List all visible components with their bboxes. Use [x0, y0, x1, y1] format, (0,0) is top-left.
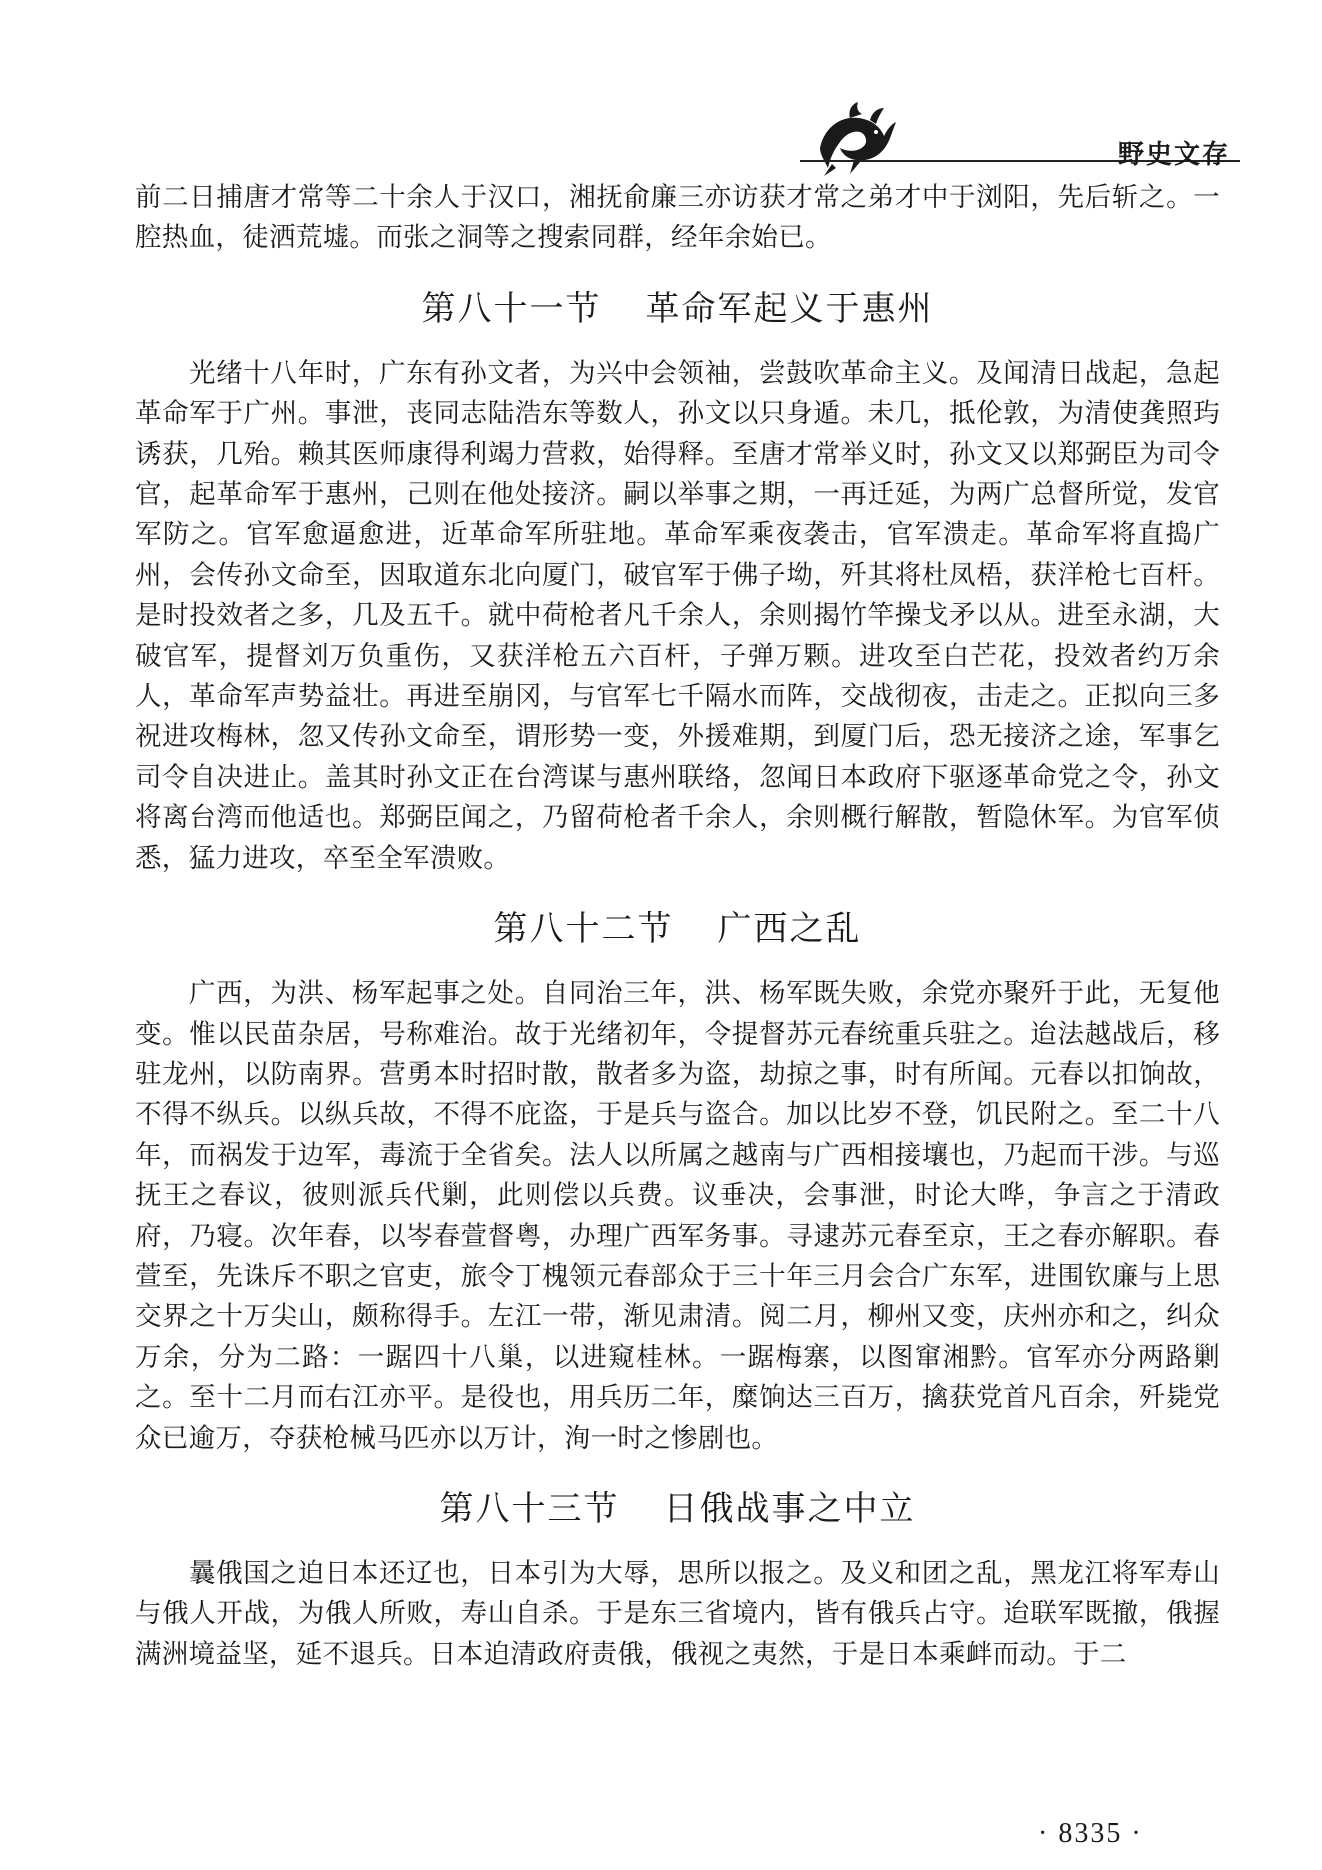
section-body: 曩俄国之迫日本还辽也，日本引为大辱，思所以报之。及义和团之乱，黑龙江将军寿山与俄人开战，为俄人所败，寿山自杀。于是东三省境内，皆有俄兵占守。迨联军既撤，俄握满洲境益坚，延不退兵。日本迫清政府责俄，俄视之夷然，于是日本乘衅而动。于二	[135, 1557, 1220, 1670]
section-number: 第八十一节	[421, 288, 602, 329]
section-heading	[135, 281, 1220, 330]
opening-paragraph: 前二日捕唐才常等二十余人于汉口，湘抚俞廉三亦访获才常之弟才中于浏阳，先后斩之。一腔热血，徒洒荒墟。而张之洞等之搜索同群，经年余始已。	[135, 182, 1220, 254]
dragon-icon	[810, 98, 898, 178]
section-heading	[135, 1481, 1220, 1530]
section-body: 广西，为洪、杨军起事之处。自同治三年，洪、杨军既失败，余党亦聚歼于此，无复他变。惟以民苗杂居，号称难治。故于光绪初年，令提督苏元春统重兵驻之。迨法越战后，移驻龙州，以防南界。营勇本时招时散，散者多为盗，劫掠之事，时有所闻。元春以扣饷故，不得不纵兵。以纵兵故，不得不庇盗，于是兵与盗合。加以比岁不登，饥民附之。至二十八年，而祸发于边军，毒流于全省矣。法人以所属之越南与广西相接壤也，乃起而干涉。与巡抚王之春议，彼则派兵代剿，此则偿以兵费。议垂决，会事泄，时论大哗，争言之于清政府，乃寝。次年春，以岑春萱督粤，办理广西军务事。寻逮苏元春至京，王之春亦解职。春萱至，先诛斥不职之官吏，旅令丁槐领元春部众于三十年三月会合广东军，进围钦廉与上思交界之十万尖山，颇称得手。左江一带，渐见肃清。阅二月，柳州又变，庆州亦和之，纠众万余，分为二路：一踞四十八巢，以进窥桂林。一踞梅寨，以图窜湘黔。官军亦分两路剿之。至十二月而右江亦平。是役也，用兵历二年，糜饷达三百万，擒获党首凡百余，歼毙党众已逾万，夺获枪械马匹亦以万计，洵一时之惨剧也。	[135, 978, 1220, 1454]
running-header	[800, 98, 1240, 188]
section-number: 第八十二节	[493, 909, 674, 950]
section-body: 光绪十八年时，广东有孙文者，为兴中会领袖，尝鼓吹革命主义。及闻清日战起，急起革命军于广州。事泄，丧同志陆浩东等数人，孙文以只身遁。未几，抵伦敦，为清使龚照玙诱获，几殆。赖其医师康得利竭力营救，始得释。至唐才常举义时，孙文又以郑弼臣为司令官，起革命军于惠州，己则在他处接济。嗣以举事之期，一再迁延，为两广总督所觉，发官军防之。官军愈逼愈进，近革命军所驻地。革命军乘夜袭击，官军溃走。革命军将直捣广州，会传孙文命至，因取道东北向厦门，破官军于佛子坳，歼其将杜凤梧，获洋枪七百杆。是时投效者之多，几及五千。就中荷枪者凡千余人，余则揭竹竿操戈矛以从。进至永湖，大破官军，提督刘万负重伤，又获洋枪五六百杆，子弹万颗。进攻至白芒花，投效者约万余人，革命军声势益壮。再进至崩冈，与官军七千隔水而阵，交战彻夜，击走之。正拟向三多祝进攻梅林，忽又传孙文命至，谓形势一变，外援难期，到厦门后，恐无接济之途，军事乞司令自决进止。盖其时孙文正在台湾谋与惠州联络，忽闻日本政府下驱逐革命党之令，孙文将离台湾而他适也。郑弼臣闻之，乃留荷枪者千余人，余则概行解散，暂隐休军。为官军侦悉，猛力进攻，卒至全军溃败。	[135, 357, 1220, 874]
series-title: 野史文存	[1117, 140, 1230, 170]
section-heading	[135, 901, 1220, 950]
section-title: 革命军起义于惠州	[645, 288, 934, 329]
section-title: 日俄战事之中立	[663, 1488, 916, 1529]
section-title: 广西之乱	[717, 909, 862, 950]
page-content	[135, 178, 1220, 1675]
section-number: 第八十三节	[439, 1488, 620, 1529]
page-number: · 8335 ·	[1038, 1818, 1143, 1849]
